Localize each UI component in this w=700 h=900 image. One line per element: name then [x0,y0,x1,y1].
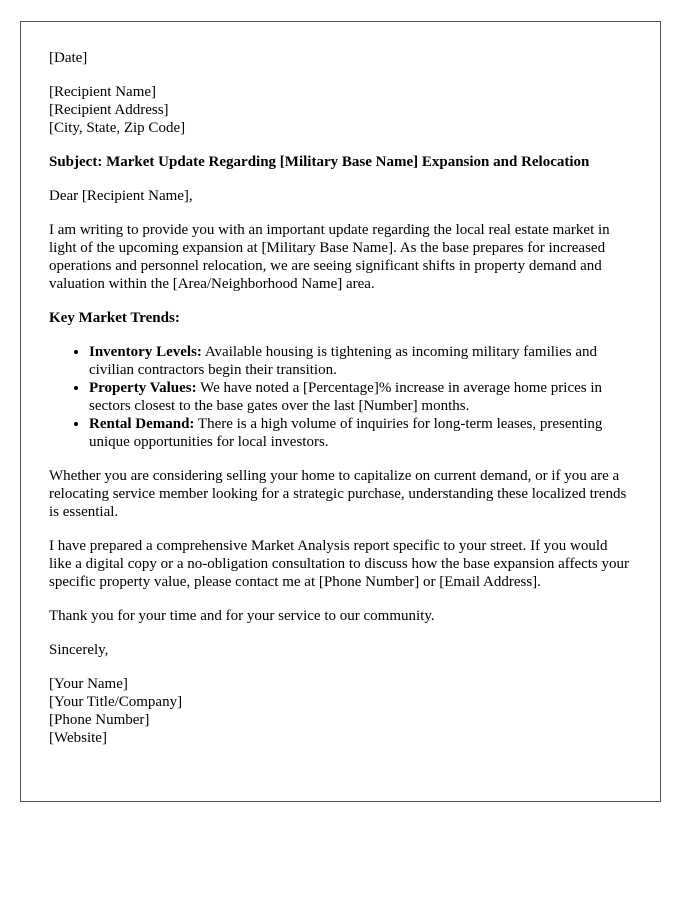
intro-paragraph: I am writing to provide you with an important update regarding the local real estate market in light of the upcoming expansion at [Military Base Name]. As the base prepares for increased operations and personnel relocation, we are seeing significant shifts in property demand and valuation within the [Area/Neighborhood Name] area. [49,222,610,292]
trend-text: There is a high volume of inquiries for long-term leases, presenting unique opportunities for local investors. [89,416,603,450]
trends-list [49,343,632,451]
letter [20,21,661,802]
subject-line: Subject: Market Update Regarding [Military Base Name] Expansion and Relocation [49,154,590,170]
list-item [89,415,632,451]
trend-text: Available housing is tightening as incoming military families and civilian contractors begin their transition. [89,344,597,378]
paragraph-report: I have prepared a comprehensive Market Analysis report specific to your street. If you would like a digital copy or a no-obligation consultation to discuss how the base expansion affects your specific property value, please contact me at [Phone Number] or [Email Address]. [49,538,630,590]
trend-label: Property Values: [89,380,197,396]
date: [Date] [49,50,88,66]
signature-block [49,675,632,747]
recipient-address: [Recipient Address] [49,102,169,118]
sender-name: [Your Name] [49,676,128,692]
paragraph-thanks: Thank you for your time and for your service to our community. [49,608,435,624]
sender-title: [Your Title/Company] [49,694,183,710]
sender-website: [Website] [49,730,107,746]
sender-phone: [Phone Number] [49,712,150,728]
trend-text: We have noted a [Percentage]% increase in average home prices in sectors closest to the base gates over the last [Number] months. [89,380,603,414]
trend-label: Rental Demand: [89,416,195,432]
paragraph-selling: Whether you are considering selling your home to capitalize on current demand, or if you are a relocating service member looking for a strategic purchase, understanding these localized trends is essential. [49,468,627,520]
trend-label: Inventory Levels: [89,344,202,360]
list-item [89,343,632,379]
recipient-city: [City, State, Zip Code] [49,120,186,136]
salutation: Dear [Recipient Name], [49,188,193,204]
closing: Sincerely, [49,642,109,658]
recipient-block [49,83,632,137]
trends-heading: Key Market Trends: [49,310,180,326]
recipient-name: [Recipient Name] [49,84,157,100]
list-item [89,379,632,415]
